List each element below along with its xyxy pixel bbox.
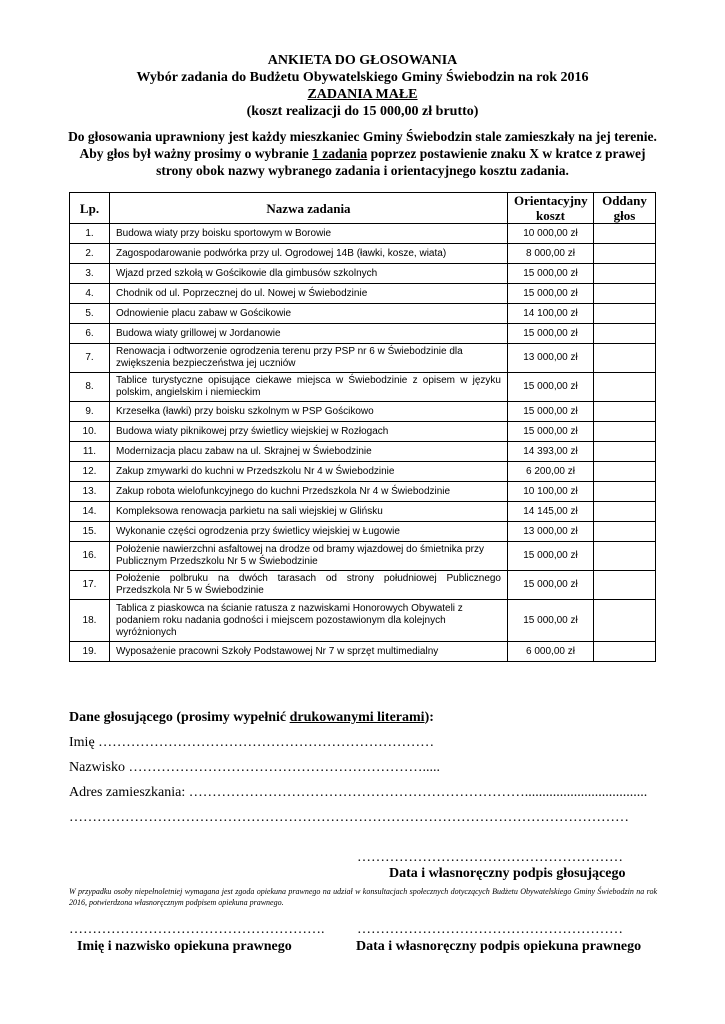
table-row — [70, 264, 656, 284]
vote-box[interactable] — [594, 244, 656, 264]
task-name: Krzesełka (ławki) przy boisku szkolnym w PSP Gościkowo — [110, 402, 508, 422]
task-name: Zakup robota wielofunkcyjnego do kuchni Przedszkola Nr 4 w Świebodzinie — [110, 482, 508, 502]
guardian-consent-note: W przypadku osoby niepełnoletniej wymagana jest zgoda opiekuna prawnego na udział w konsultacjach społecznych dotyczących Budżetu Obywatelskiego Gminy Świebodzin na rok 2016, potwierdzona własnoręcznym podpisem opiekuna prawnego. — [69, 887, 657, 907]
row-number: 5. — [70, 304, 110, 324]
task-name: Wjazd przed szkołą w Gościkowie dla gimbusów szkolnych — [110, 264, 508, 284]
vote-box[interactable] — [594, 642, 656, 662]
vote-box[interactable] — [594, 542, 656, 571]
task-cost: 15 000,00 zł — [508, 402, 594, 422]
instructions-highlight: 1 zadania — [312, 146, 368, 161]
vote-box[interactable] — [594, 224, 656, 244]
task-cost: 15 000,00 zł — [508, 571, 594, 600]
vote-box[interactable] — [594, 324, 656, 344]
vote-box[interactable] — [594, 482, 656, 502]
task-name: Zagospodarowanie podwórka przy ul. Ogrodowej 14B (ławki, kosze, wiata) — [110, 244, 508, 264]
task-cost: 15 000,00 zł — [508, 324, 594, 344]
row-number: 18. — [70, 600, 110, 642]
row-number: 8. — [70, 373, 110, 402]
table-row — [70, 442, 656, 462]
task-cost: 15 000,00 zł — [508, 422, 594, 442]
task-cost: 14 100,00 zł — [508, 304, 594, 324]
row-number: 2. — [70, 244, 110, 264]
task-cost: 15 000,00 zł — [508, 373, 594, 402]
address-line-2[interactable]: ………………………………………………………………………………………………………… — [69, 810, 629, 825]
row-number: 16. — [70, 542, 110, 571]
vote-box[interactable] — [594, 442, 656, 462]
task-cost: 15 000,00 zł — [508, 264, 594, 284]
first-name-field[interactable] — [69, 735, 434, 751]
task-name: Wykonanie części ogrodzenia przy świetlicy wiejskiej w Ługowie — [110, 522, 508, 542]
header-vote: Oddany głos — [594, 193, 656, 224]
row-number: 7. — [70, 344, 110, 373]
row-number: 6. — [70, 324, 110, 344]
form-subtitle: Wybór zadania do Budżetu Obywatelskiego Gminy Świebodzin na rok 2016 — [136, 70, 589, 85]
row-number: 13. — [70, 482, 110, 502]
task-name: Położenie polbruku na dwóch tarasach od strony południowej Publicznego Przedszkola Nr 5 w Świebodzinie — [110, 571, 508, 600]
first-name-label: Imię — [69, 735, 95, 750]
task-name: Chodnik od ul. Poprzecznej do ul. Nowej w Świebodzinie — [110, 284, 508, 304]
row-number: 11. — [70, 442, 110, 462]
table-row — [70, 502, 656, 522]
vote-box[interactable] — [594, 462, 656, 482]
task-name: Budowa wiaty piknikowej przy świetlicy wiejskiej w Rozłogach — [110, 422, 508, 442]
vote-box[interactable] — [594, 600, 656, 642]
row-number: 10. — [70, 422, 110, 442]
header-cost: Orientacyjny koszt — [508, 193, 594, 224]
table-row — [70, 373, 656, 402]
task-name: Odnowienie placu zabaw w Gościkowie — [110, 304, 508, 324]
voter-signature-label: Data i własnoręczny podpis głosującego — [389, 866, 626, 881]
table-row — [70, 482, 656, 502]
table-row — [70, 304, 656, 324]
guardian-signature-line[interactable]: ………………………………………………… — [357, 922, 623, 937]
task-name: Wyposażenie pracowni Szkoły Podstawowej Nr 7 w sprzęt multimedialny — [110, 642, 508, 662]
task-cost: 14 145,00 zł — [508, 502, 594, 522]
table-row — [70, 244, 656, 264]
task-cost: 15 000,00 zł — [508, 284, 594, 304]
first-name-dots: ……………………………………………………………… — [98, 735, 435, 750]
table-row — [70, 642, 656, 662]
cost-limit: (koszt realizacji do 15 000,00 zł brutto) — [246, 104, 479, 119]
vote-box[interactable] — [594, 264, 656, 284]
task-name: Renowacja i odtworzenie ogrodzenia terenu przy PSP nr 6 w Świebodzinie dla zwiększenia bezpieczeństwa jej uczniów — [110, 344, 508, 373]
table-row — [70, 571, 656, 600]
vote-box[interactable] — [594, 402, 656, 422]
vote-box[interactable] — [594, 284, 656, 304]
vote-box[interactable] — [594, 522, 656, 542]
last-name-label: Nazwisko — [69, 760, 125, 775]
table-row — [70, 522, 656, 542]
tasks-table — [69, 192, 656, 662]
header-name: Nazwa zadania — [110, 193, 508, 224]
task-cost: 15 000,00 zł — [508, 542, 594, 571]
address-dots: ………………………………………………………………................................... — [188, 785, 648, 800]
table-row — [70, 344, 656, 373]
vote-box[interactable] — [594, 422, 656, 442]
table-row — [70, 600, 656, 642]
task-name: Budowa wiaty przy boisku sportowym w Borowie — [110, 224, 508, 244]
task-name: Kompleksowa renowacja parkietu na sali wiejskiej w Glińsku — [110, 502, 508, 522]
last-name-field[interactable] — [69, 760, 440, 776]
table-row — [70, 402, 656, 422]
row-number: 4. — [70, 284, 110, 304]
table-row — [70, 422, 656, 442]
vote-box[interactable] — [594, 502, 656, 522]
vote-box[interactable] — [594, 571, 656, 600]
row-number: 19. — [70, 642, 110, 662]
row-number: 9. — [70, 402, 110, 422]
row-number: 14. — [70, 502, 110, 522]
task-category: ZADANIA MAŁE — [307, 87, 418, 102]
voter-signature-line[interactable]: ………………………………………………… — [357, 850, 623, 865]
last-name-dots: ………………………………………………………..... — [128, 760, 440, 775]
guardian-signature-label: Data i własnoręczny podpis opiekuna prawnego — [356, 939, 642, 954]
form-header — [0, 52, 725, 120]
table-row — [70, 324, 656, 344]
table-row — [70, 224, 656, 244]
task-name: Budowa wiaty grillowej w Jordanowie — [110, 324, 508, 344]
row-number: 17. — [70, 571, 110, 600]
header-lp: Lp. — [70, 193, 110, 224]
row-number: 15. — [70, 522, 110, 542]
task-name: Zakup zmywarki do kuchni w Przedszkolu Nr 4 w Świebodzinie — [110, 462, 508, 482]
vote-box[interactable] — [594, 344, 656, 373]
vote-box[interactable] — [594, 304, 656, 324]
guardian-name-line[interactable]: ………………………………………………. — [69, 922, 325, 937]
task-name: Modernizacja placu zabaw na ul. Skrajnej w Świebodzinie — [110, 442, 508, 462]
task-cost: 15 000,00 zł — [508, 600, 594, 642]
table-row — [70, 462, 656, 482]
vote-box[interactable] — [594, 373, 656, 402]
form-title: ANKIETA DO GŁOSOWANIA — [267, 53, 458, 68]
table-header-row — [70, 193, 656, 224]
row-number: 3. — [70, 264, 110, 284]
task-cost: 6 000,00 zł — [508, 642, 594, 662]
guardian-name-label: Imię i nazwisko opiekuna prawnego — [77, 939, 292, 954]
voter-section-title: Dane głosującego (prosimy wypełnić drukowanymi literami): — [69, 710, 434, 725]
row-number: 12. — [70, 462, 110, 482]
task-cost: 8 000,00 zł — [508, 244, 594, 264]
task-cost: 10 100,00 zł — [508, 482, 594, 502]
instructions: Do głosowania uprawniony jest każdy mieszkaniec Gminy Świebodzin stale zamieszkały na jej terenie. Aby głos był ważny prosimy o wybranie 1 zadania poprzez postawienie znaku X w kratce z prawej strony obok nazwy wybranego zadania i orientacyjnego kosztu zadania. — [68, 129, 657, 178]
table-row — [70, 284, 656, 304]
row-number: 1. — [70, 224, 110, 244]
task-name: Tablice turystyczne opisujące ciekawe miejsca w Świebodzinie z opisem w języku polskim, angielskim i niemieckim — [110, 373, 508, 402]
table-row — [70, 542, 656, 571]
task-cost: 13 000,00 zł — [508, 344, 594, 373]
address-field[interactable] — [69, 785, 647, 801]
task-cost: 10 000,00 zł — [508, 224, 594, 244]
task-cost: 13 000,00 zł — [508, 522, 594, 542]
task-name: Położenie nawierzchni asfaltowej na drodze od bramy wjazdowej do śmietnika przy Publicznym Przedszkolu Nr 5 w Świebodzinie — [110, 542, 508, 571]
task-name: Tablica z piaskowca na ścianie ratusza z nazwiskami Honorowych Obywateli z podaniem roku nadania godności i miejscem pozostawionym dla kolejnych wyróżnionych — [110, 600, 508, 642]
voter-title-highlight: drukowanymi literami — [289, 710, 425, 725]
address-label: Adres zamieszkania: — [69, 785, 186, 800]
task-cost: 14 393,00 zł — [508, 442, 594, 462]
task-cost: 6 200,00 zł — [508, 462, 594, 482]
